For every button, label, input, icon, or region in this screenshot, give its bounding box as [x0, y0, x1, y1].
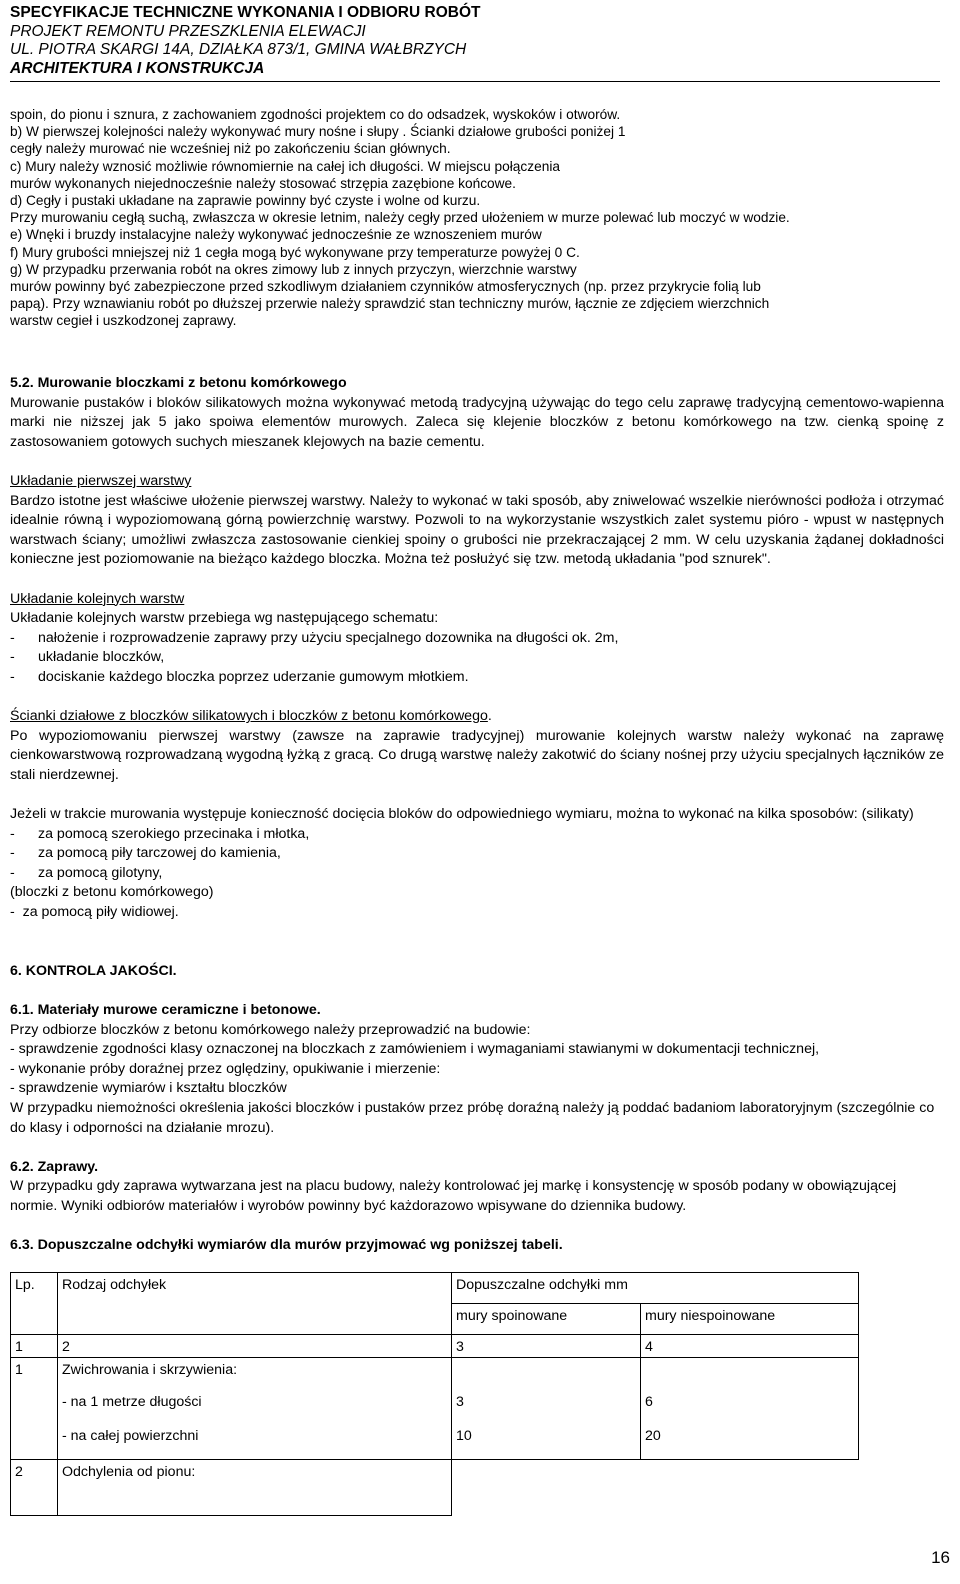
text-line: Przy odbiorze bloczków z betonu komórkowego należy przeprowadzić na budowie: [10, 1021, 531, 1038]
table-header-nojoint: mury niespoinowane [641, 1304, 859, 1335]
header-address: UL. PIOTRA SKARGI 14A, DZIAŁKA 873/1, GMINA WAŁBRZYCH [10, 41, 467, 59]
text-line: - sprawdzenie zgodności klasy oznaczonej na bloczkach z zamówieniem i wymaganiami stawianymi w dokumentacji technicznej, [10, 1041, 820, 1058]
table-cell: 3 [452, 1335, 641, 1358]
header-title: SPECYFIKACJE TECHNICZNE WYKONANIA I ODBIORU ROBÓT [10, 4, 481, 21]
document-header [10, 4, 940, 78]
table-cell: 6 [641, 1390, 859, 1424]
list-item: - za pomocą szerokiego przecinaka i młotka, [10, 825, 310, 842]
table-cell: - na całej powierzchni [58, 1424, 452, 1460]
table-cell: 4 [641, 1335, 859, 1358]
table-cell: - na 1 metrze długości [58, 1390, 452, 1424]
subsection-title: Układanie pierwszej warstwy [10, 472, 192, 489]
text-line: e) Wnęki i bruzdy instalacyjne należy wykonywać jednocześnie ze wznoszeniem murów [10, 227, 542, 243]
list-item: - za pomocą gilotyny, [10, 864, 163, 881]
table-cell: Odchylenia od pionu: [58, 1460, 452, 1488]
table-cell: 3 [452, 1390, 641, 1424]
table-row [11, 1460, 859, 1488]
text-line: c) Mury należy wznosić możliwie równomiernie na całej ich długości. W miejscu połączenia [10, 158, 560, 174]
table-cell: Zwichrowania i skrzywienia: [58, 1358, 452, 1390]
text-line: spoin, do pionu i sznura, z zachowaniem zgodności projektem co do odsadzek, wyskoków i otworów. [10, 107, 621, 122]
header-discipline: ARCHITEKTURA I KONSTRUKCJA [10, 59, 265, 77]
table-row [11, 1335, 859, 1358]
text-line: g) W przypadku przerwania robót na okres zimowy lub z innych przyczyn, wierzchnie warstwy [10, 261, 577, 277]
text-line: b) W pierwszej kolejności należy wykonywać mury nośne i słupy . Ścianki działowe grubości poniżej 1 [10, 124, 626, 140]
list-item: - nałożenie i rozprowadzenie zaprawy przy użyciu specjalnego dozownika na długości ok. 2m, [10, 629, 619, 646]
note: (bloczki z betonu komórkowego) [10, 884, 214, 901]
paragraph: Murowanie pustaków i bloków silikatowych można wykonywać metodą tradycyjną używając do tego celu zaprawę tradycyjną cementowo-wapienna marki nie niższej jak 5 jako spoiwa elementów murowych. Zaleca się klejenie bloczków z betonu komórkowego na tzw. cienką spoinę z zastosowaniem gotowych suchych mieszanek klejowych na bazie cementu. [10, 394, 944, 450]
list-item: - za pomocą piły widiowej. [10, 904, 179, 921]
table-row [11, 1424, 859, 1460]
table-row [11, 1390, 859, 1424]
text-line: f) Mury grubości mniejszej niż 1 cegła mogą być wykonywane przy temperaturze powyżej 0 C. [10, 244, 580, 260]
paragraph: W przypadku niemożności określenia jakości bloczków i pustaków przez próbę doraźną należy ją poddać badaniom laboratoryjnym (szczególnie co do klasy i odporności na działanie mrozu). [10, 1099, 935, 1136]
list-item: - dociskanie każdego bloczka poprzez uderzanie gumowym młotkiem. [10, 668, 469, 685]
table-header-type: Rodzaj odchyłek [58, 1273, 452, 1304]
table-row [11, 1358, 859, 1390]
section-heading-6-1: 6.1. Materiały murowe ceramiczne i betonowe. [10, 1002, 321, 1018]
subsection-title: Ścianki działowe z bloczków silikatowych i bloczków z betonu komórkowego. [10, 708, 492, 725]
paragraph: W przypadku gdy zaprawa wytwarzana jest na placu budowy, należy kontrolować jej markę i konsystencję w sposób podany w obowiązującej normie. Wyniki odbiorów materiałów i wyrobów powinny być każdorazowo wpisywane do dziennika budowy. [10, 1178, 897, 1214]
table-cell: 2 [58, 1335, 452, 1358]
table-header-joint: mury spoinowane [452, 1304, 641, 1335]
table-cell: 1 [11, 1335, 58, 1358]
header-project: PROJEKT REMONTU PRZESZKLENIA ELEWACJI [10, 22, 366, 40]
subsection-title: Układanie kolejnych warstw [10, 590, 185, 607]
page-number: 16 [931, 1548, 950, 1567]
list-item: - za pomocą piły tarczowej do kamienia, [10, 845, 281, 862]
table-cell: 1 [11, 1358, 58, 1390]
text-line: - wykonanie próby doraźnej przez oględziny, opukiwanie i mierzenie: [10, 1060, 441, 1077]
text-line: warstw cegieł i uszkodzonej zaprawy. [10, 313, 237, 329]
table-cell: 10 [452, 1424, 641, 1460]
table-cell: 20 [641, 1424, 859, 1460]
paragraph: Układanie kolejnych warstw przebiega wg następującego schematu: [10, 610, 439, 627]
section-heading-6-3: 6.3. Dopuszczalne odchyłki wymiarów dla murów przyjmować wg poniższej tabeli. [10, 1237, 563, 1254]
text-line: murów wykonanych niejednocześnie należy stosować strzępia zazębione końcowe. [10, 175, 516, 191]
text-line: papą). Przy wznawianiu robót po dłuższej przerwie należy sprawdzić stan techniczny murów, łącznie ze zdjęciem wierzchnich [10, 296, 770, 312]
text-line: Przy murowaniu cegłą suchą, zwłaszcza w okresie letnim, należy cegły przed ułożeniem w murze polewać lub moczyć w wodzie. [10, 210, 790, 226]
tolerance-table [10, 1272, 859, 1516]
section-heading-5-2: 5.2. Murowanie bloczkami z betonu komórkowego [10, 375, 347, 391]
table-cell: 2 [11, 1460, 58, 1488]
text-line: murów powinny być zabezpieczone przed szkodliwym działaniem czynników atmosferycznych (np. przez przykrycie folią lub [10, 279, 761, 295]
table-header-lp: Lp. [11, 1273, 58, 1304]
section-heading-6-2: 6.2. Zaprawy. [10, 1158, 99, 1175]
text-line: cegły należy murować nie wcześniej niż po zakończeniu ścian głównych. [10, 141, 451, 157]
paragraph: Bardzo istotne jest właściwe ułożenie pierwszej warstwy. Należy to wykonać w taki sposób, aby zniwelować wszelkie nierówności podłoża i otrzymać idealnie równą i wypoziomowaną górną powierzchnię warstwy. Pozwoli to na wykorzystanie wszystkich zalet systemu pióro - wpust w następnych warstwach ściany; umożliwi zwłaszcza zastosowanie cienkiej spoiny o grubości nie przekraczającej 2 mm. W celu uzyskania żądanej dokładności konieczne jest poziomowanie na bieżąco każdego bloczka. Można też posłużyć się tzw. metodą układania "pod sznurek". [10, 492, 944, 568]
text-line: d) Cegły i pustaki układane na zaprawie powinny być czyste i wolne od kurzu. [10, 193, 481, 209]
list-item: - układanie bloczków, [10, 649, 165, 666]
main-content [10, 374, 944, 1256]
paragraph: Jeżeli w trakcie murowania występuje konieczność docięcia bloków do odpowiedniego wymiaru, można to wykonać na kilka sposobów: (silikaty) [10, 806, 914, 823]
table-header-allowed: Dopuszczalne odchyłki mm [452, 1273, 859, 1304]
text-line: - sprawdzenie wymiarów i kształtu bloczków [10, 1080, 287, 1097]
masonry-rules [10, 106, 944, 330]
paragraph: Po wypoziomowaniu pierwszej warstwy (zawsze na zaprawie tradycyjnej) murowanie kolejnych warstw należy wykonać na zaprawę cienkowarstwową rozprowadzaną wygodną łyżką z gracą. Co drugą warstwę należy zakotwić do ściany nośnej przy użyciu specjalnych łączników ze stali nierdzewnej. [10, 727, 944, 783]
section-heading-6: 6. KONTROLA JAKOŚCI. [10, 962, 177, 979]
header-divider [10, 81, 940, 82]
